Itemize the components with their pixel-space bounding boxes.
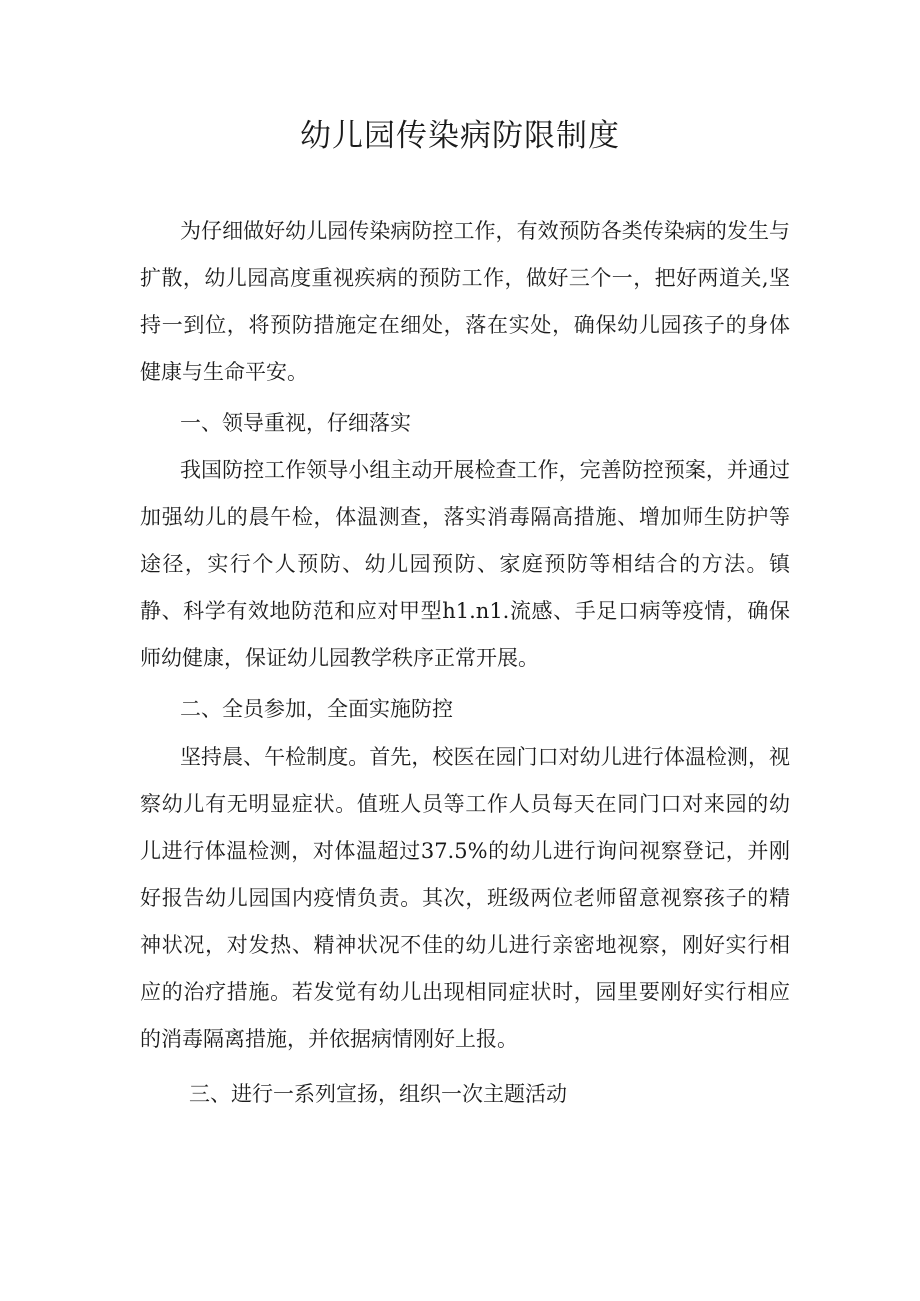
- section-1-paragraph: 我国防控工作领导小组主动开展检查工作，完善防控预案，并通过加强幼儿的晨午检，体温测查，落实消毒隔高措施、增加师生防护等途径，实行个人预防、幼儿园预防、家庭预防等相结合的方法。镇静、科学有效地防范和应对甲型h1.n1.流感、手足口病等疫情，确保师幼健康，保证幼儿园教学秩序正常开展。: [140, 458, 790, 670]
- section-1-heading: 一、领导重视，仔细落实: [180, 411, 411, 435]
- section-2-heading: 二、全员参加，全面实施防控: [180, 697, 453, 721]
- intro-paragraph: 为仔细做好幼儿园传染病防控工作，有效预防各类传染病的发生与扩散，幼儿园高度重视疾病的预防工作，做好三个一，把好两道关,坚持一到位，将预防措施定在细处，落在实处，确保幼儿园孩子的身体健康与生命平安。: [140, 219, 790, 384]
- document-title: 幼儿园传染病防限制度: [300, 118, 620, 154]
- section-2-paragraph: 坚持晨、午检制度。首先，校医在园门口对幼儿进行体温检测，视察幼儿有无明显症状。值班人员等工作人员每天在同门口对来园的幼儿进行体温检测，对体温超过37.5%的幼儿进行询问视察登记，并刚好报告幼儿园国内疫情负责。其次，班级两位老师留意视察孩子的精神状况，对发热、精神状况不佳的幼儿进行亲密地视察，刚好实行相应的治疗措施。若发觉有幼儿出现相同症状时，园里要刚好实行相应的消毒隔离措施，并依据病情刚好上报。: [140, 745, 790, 1051]
- section-3-heading: 三、进行一系列宣扬，组织一次主题活动: [189, 1082, 567, 1106]
